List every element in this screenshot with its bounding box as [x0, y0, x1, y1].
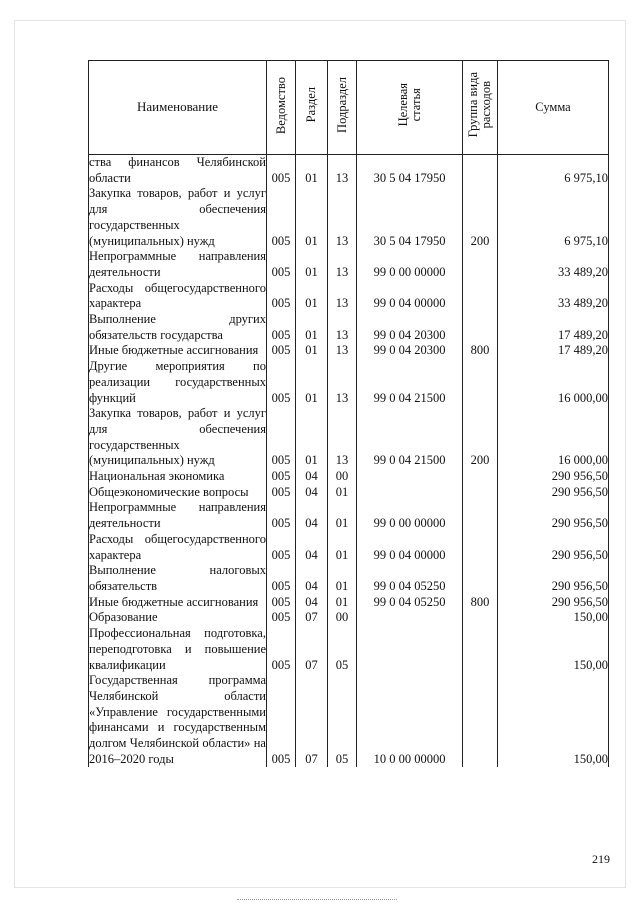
table-row: [89, 312, 609, 343]
row-amount: 6 975,10: [498, 155, 609, 187]
header-amount: Сумма: [498, 61, 609, 155]
row-group: 800: [463, 595, 498, 611]
table-row: [89, 532, 609, 563]
row-name: Закупка товаров, работ и услуг для обеспечения государственных (муниципальных) нужд: [89, 406, 266, 468]
row-amount: 16 000,00: [498, 406, 609, 469]
row-group: 800: [463, 343, 498, 359]
row-group: 200: [463, 406, 498, 469]
row-target: [357, 469, 463, 485]
row-department: 005: [267, 186, 296, 249]
row-name: Национальная экономика: [89, 469, 267, 485]
row-name: Общеэкономические вопросы: [89, 485, 267, 501]
row-amount: 290 956,50: [498, 595, 609, 611]
row-target: 99 0 04 00000: [357, 281, 463, 312]
row-section: 07: [296, 673, 328, 767]
row-name: Профессиональная подготовка, переподготовка и повышение квалификации: [89, 626, 266, 672]
row-amount: 290 956,50: [498, 532, 609, 563]
row-target: [357, 485, 463, 501]
table-row: [89, 563, 609, 594]
header-target: Целевая статья: [357, 61, 463, 155]
table-row: [89, 406, 609, 469]
row-target: 99 0 04 20300: [357, 343, 463, 359]
table-row: [89, 485, 609, 501]
row-subsection: 01: [328, 595, 357, 611]
row-subsection: 13: [328, 312, 357, 343]
budget-table: [88, 60, 609, 767]
row-department: 005: [267, 595, 296, 611]
row-name: Государственная программа Челябинской области «Управление государственными финансами и государственным долгом Челябинской области» на 2016–2020 годы: [89, 673, 266, 766]
row-target: 99 0 04 20300: [357, 312, 463, 343]
row-section: 01: [296, 406, 328, 469]
row-group: [463, 532, 498, 563]
row-section: 01: [296, 155, 328, 187]
row-department: 005: [267, 673, 296, 767]
row-name: Непрограммные направления деятельности: [89, 500, 266, 531]
table-row: [89, 155, 609, 187]
table-row: [89, 610, 609, 626]
table-row: [89, 595, 609, 611]
row-department: 005: [267, 563, 296, 594]
row-department: 005: [267, 249, 296, 280]
row-amount: 290 956,50: [498, 500, 609, 531]
row-name: Выполнение налоговых обязательств: [89, 563, 266, 593]
row-section: 04: [296, 485, 328, 501]
row-department: 005: [267, 469, 296, 485]
row-target: [357, 626, 463, 673]
row-amount: 290 956,50: [498, 485, 609, 501]
row-target: 99 0 04 21500: [357, 359, 463, 406]
header-group: Группа вида расходов: [463, 61, 498, 155]
row-group: [463, 673, 498, 767]
row-department: 005: [267, 359, 296, 406]
row-subsection: 13: [328, 186, 357, 249]
row-section: 07: [296, 610, 328, 626]
row-subsection: 13: [328, 359, 357, 406]
row-target: [357, 610, 463, 626]
row-name: Другие мероприятия по реализации государственных функций: [89, 359, 266, 405]
row-section: 01: [296, 281, 328, 312]
row-section: 04: [296, 595, 328, 611]
row-subsection: 05: [328, 626, 357, 673]
row-name: Образование: [89, 610, 267, 626]
row-department: 005: [267, 281, 296, 312]
table-row: [89, 359, 609, 406]
table-row: [89, 673, 609, 767]
row-group: [463, 249, 498, 280]
row-subsection: 01: [328, 485, 357, 501]
row-group: [463, 485, 498, 501]
row-group: [463, 359, 498, 406]
row-department: 005: [267, 610, 296, 626]
row-target: 99 0 04 21500: [357, 406, 463, 469]
row-amount: 150,00: [498, 626, 609, 673]
row-target: 30 5 04 17950: [357, 186, 463, 249]
row-subsection: 01: [328, 532, 357, 563]
row-group: [463, 610, 498, 626]
row-department: 005: [267, 312, 296, 343]
row-group: [463, 563, 498, 594]
row-group: [463, 626, 498, 673]
row-name: Выполнение других обязательств государства: [89, 312, 266, 342]
row-department: 005: [267, 626, 296, 673]
table-header-row: [89, 61, 609, 155]
row-section: 04: [296, 469, 328, 485]
row-section: 04: [296, 500, 328, 531]
row-amount: 16 000,00: [498, 359, 609, 406]
row-target: 99 0 00 00000: [357, 500, 463, 531]
row-amount: 6 975,10: [498, 186, 609, 249]
table-row: [89, 249, 609, 280]
row-target: 99 0 04 00000: [357, 532, 463, 563]
row-target: 10 0 00 00000: [357, 673, 463, 767]
row-subsection: 05: [328, 673, 357, 767]
row-target: 30 5 04 17950: [357, 155, 463, 187]
table-row: [89, 343, 609, 359]
row-section: 01: [296, 343, 328, 359]
row-department: 005: [267, 500, 296, 531]
row-target: 99 0 04 05250: [357, 563, 463, 594]
row-group: [463, 312, 498, 343]
row-group: [463, 500, 498, 531]
row-amount: 150,00: [498, 610, 609, 626]
footer-divider: [237, 899, 397, 900]
row-department: 005: [267, 155, 296, 187]
row-section: 07: [296, 626, 328, 673]
row-subsection: 01: [328, 500, 357, 531]
row-amount: 290 956,50: [498, 469, 609, 485]
row-target: 99 0 00 00000: [357, 249, 463, 280]
table-row: [89, 281, 609, 312]
row-group: 200: [463, 186, 498, 249]
row-subsection: 13: [328, 155, 357, 187]
row-amount: 17 489,20: [498, 312, 609, 343]
row-amount: 17 489,20: [498, 343, 609, 359]
row-amount: 290 956,50: [498, 563, 609, 594]
row-target: 99 0 04 05250: [357, 595, 463, 611]
row-subsection: 00: [328, 610, 357, 626]
page-number: 219: [592, 852, 610, 866]
row-section: 01: [296, 312, 328, 343]
row-department: 005: [267, 485, 296, 501]
row-amount: 150,00: [498, 673, 609, 767]
row-amount: 33 489,20: [498, 281, 609, 312]
table-row: [89, 469, 609, 485]
row-section: 01: [296, 359, 328, 406]
row-name: Закупка товаров, работ и услуг для обеспечения государственных (муниципальных) нужд: [89, 186, 266, 248]
row-group: [463, 469, 498, 485]
row-name: Непрограммные направления деятельности: [89, 249, 266, 279]
table-row: [89, 626, 609, 673]
table-row: [89, 186, 609, 249]
row-subsection: 00: [328, 469, 357, 485]
row-subsection: 13: [328, 281, 357, 312]
row-department: 005: [267, 532, 296, 563]
row-name: Иные бюджетные ассигнования: [89, 595, 267, 611]
header-name: Наименование: [89, 61, 267, 155]
table-row: [89, 500, 609, 531]
row-name: Иные бюджетные ассигнования: [89, 343, 267, 359]
row-department: 005: [267, 343, 296, 359]
header-section: Раздел: [296, 61, 328, 155]
row-amount: 33 489,20: [498, 249, 609, 280]
row-department: 005: [267, 406, 296, 469]
row-subsection: 01: [328, 563, 357, 594]
row-section: 04: [296, 532, 328, 563]
header-subsection: Подраздел: [328, 61, 357, 155]
row-subsection: 13: [328, 406, 357, 469]
row-section: 04: [296, 563, 328, 594]
header-department: Ведомство: [267, 61, 296, 155]
row-section: 01: [296, 186, 328, 249]
row-name: Расходы общегосударственного характера: [89, 531, 266, 562]
row-subsection: 13: [328, 343, 357, 359]
row-section: 01: [296, 249, 328, 280]
row-group: [463, 281, 498, 312]
row-name: ства финансов Челябинской области: [89, 155, 266, 185]
row-name: Расходы общегосударственного характера: [89, 280, 266, 311]
row-group: [463, 155, 498, 187]
row-subsection: 13: [328, 249, 357, 280]
